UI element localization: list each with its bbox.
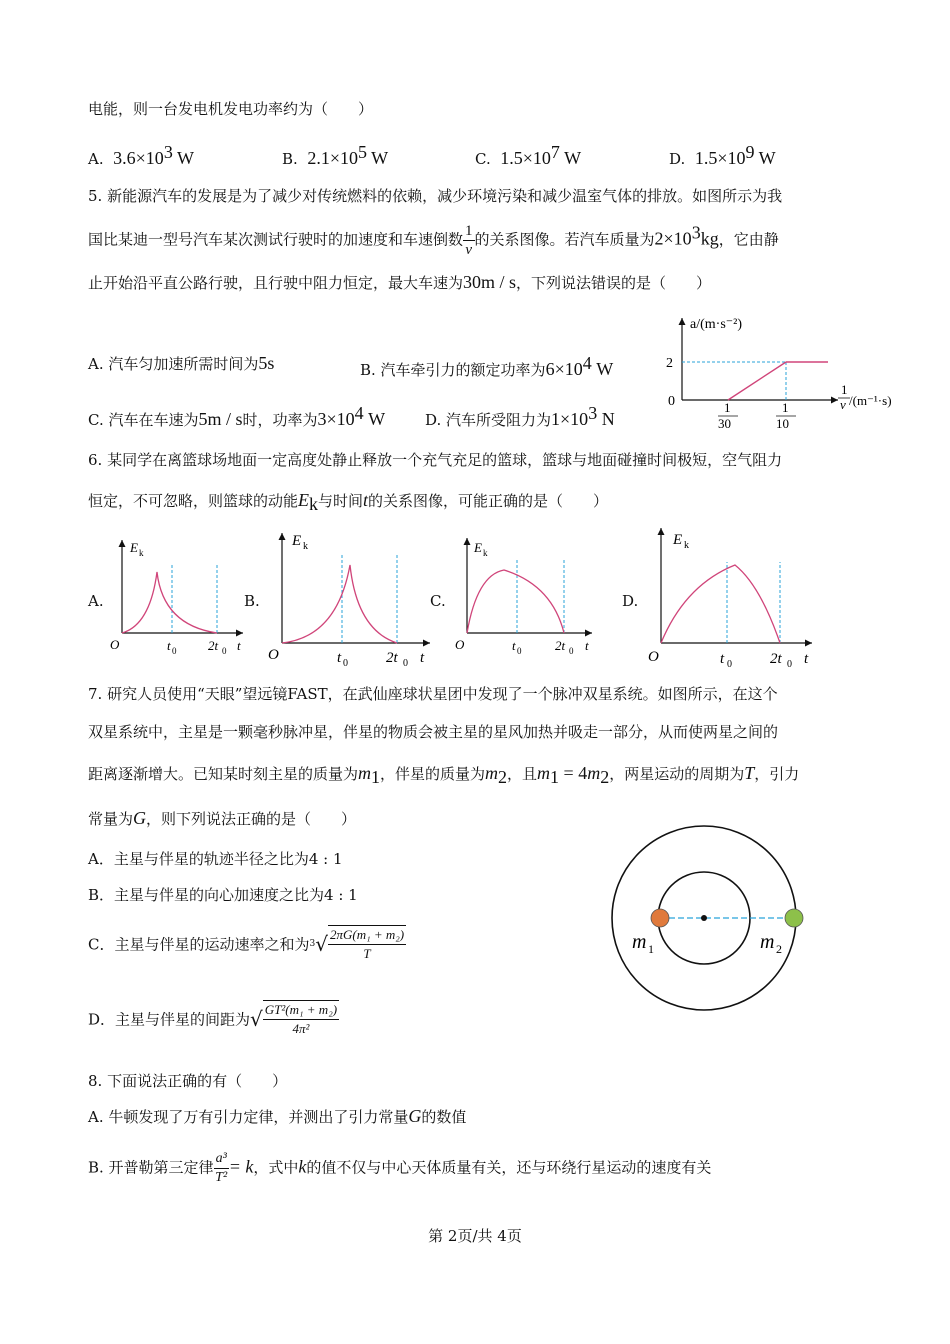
q7-option-d: D．主星与伴星的间距为√ $\frac{\text{GT²(m₁ + m₂)}}{\text{4π²}}$ — [88, 1002, 338, 1036]
svg-text:2t: 2t — [555, 638, 566, 653]
x-label-unit: /(m⁻¹·s) — [849, 393, 892, 408]
x-tick2-den: 10 — [776, 416, 789, 431]
q6-graph-a — [105, 530, 255, 660]
q7-line-2: 双星系统中，主星是一颗毫秒脉冲星，伴星的物质会被主星的星风加热并吸走一部分，从而使两星之间的 — [88, 723, 779, 741]
y-axis-label: a/(m·s⁻²) — [690, 317, 743, 332]
graph-c-curve — [467, 570, 564, 633]
svg-text:O: O — [455, 637, 465, 652]
svg-text:0: 0 — [727, 659, 732, 670]
svg-text:0: 0 — [403, 658, 408, 669]
q7-line-4: 常量为G，则下列说法正确的是（ ） — [88, 808, 357, 828]
origin-label: 0 — [668, 394, 675, 409]
x-label-den: v — [840, 397, 846, 412]
q4-option-d: D. $1.5\times 10^9$ W — [669, 142, 776, 168]
svg-text:k: k — [483, 548, 488, 558]
y-tick-2: 2 — [666, 356, 673, 371]
x-tick2-num: 1 — [782, 400, 789, 415]
binary-star-diagram — [605, 820, 805, 1020]
svg-text:E: E — [673, 532, 683, 548]
svg-text:0: 0 — [517, 646, 522, 656]
center-dot — [701, 915, 707, 921]
svg-text:t: t — [512, 638, 516, 653]
svg-text:2t: 2t — [386, 650, 398, 666]
x-tick1-num: 1 — [724, 400, 731, 415]
svg-text:2t: 2t — [208, 638, 219, 653]
q5-option-d: D. 汽车所受阻力为$1\times 10^3$ N — [425, 403, 615, 429]
q6-line-2: 恒定，不可忽略，则篮球的动能$E_k$与时间t的关系图像，可能正确的是（ ） — [88, 490, 609, 514]
q5-line-1: 5. 新能源汽车的发展是为了减少对传统燃料的依赖，减少环境污染和减少温室气体的排放。如图所示为我 — [88, 187, 783, 205]
q7-option-c: C．主星与伴星的运动速率之和为3√ $\frac{\text{2πG(m₁ + m₂)}}{T}$ — [88, 927, 405, 961]
q7-line-3: 距离逐渐增大。已知某时刻主星的质量为$m_1$，伴星的质量为$m_2$，且$m_1 = 4m_2$，两星运动的周期为T，引力 — [88, 763, 800, 787]
q6-graph-d-letter: D. — [622, 592, 639, 610]
svg-text:O: O — [648, 649, 659, 665]
q7-option-b: B．主星与伴星的向心加速度之比为4 : 1 — [88, 886, 358, 904]
q5-line-2: 国比某迪一型号汽车某次测试行驶时的加速度和车速倒数 $\frac{1}{v}$ 的关系图像。若汽车质量为$2\times 10^3kg$，它由静 — [88, 222, 779, 258]
q6-graph-a-letter: A. — [88, 592, 104, 610]
svg-text:2: 2 — [776, 942, 782, 956]
svg-text:t: t — [237, 638, 241, 653]
q6-graph-c — [452, 530, 602, 660]
svg-text:k: k — [303, 541, 308, 552]
svg-text:t: t — [804, 651, 809, 667]
svg-text:m: m — [760, 931, 775, 953]
q5-option-b: B. 汽车牵引力的额定功率为$6\times 10^4$ W — [360, 353, 614, 379]
x-label-num: 1 — [841, 382, 848, 397]
svg-text:0: 0 — [343, 658, 348, 669]
svg-text:t: t — [585, 638, 589, 653]
q7-option-a: A．主星与伴星的轨迹半径之比为4 : 1 — [88, 850, 343, 868]
x-tick1-den: 30 — [718, 416, 731, 431]
q6-graph-c-letter: C. — [430, 592, 446, 610]
planet-m1 — [651, 909, 669, 927]
svg-text:t: t — [720, 651, 725, 667]
q4-option-c: C. $1.5\times 10^7$ W — [475, 142, 582, 168]
svg-text:t: t — [337, 650, 342, 666]
svg-text:1: 1 — [648, 942, 654, 956]
q4-option-b: B. $2.1\times 10^5$ W — [282, 142, 389, 168]
svg-text:0: 0 — [222, 646, 227, 656]
svg-text:O: O — [110, 637, 120, 652]
svg-text:0: 0 — [787, 659, 792, 670]
q6-graph-d — [640, 520, 820, 670]
graph-a-curve — [122, 572, 217, 633]
q6-line-1: 6. 某同学在离篮球场地面一定高度处静止释放一个充气充足的篮球，篮球与地面碰撞时间极短，空气阻力 — [88, 451, 783, 469]
q5-fraction: $\frac{1}{v}$ — [465, 223, 473, 258]
svg-text:E: E — [474, 540, 482, 555]
svg-text:2t: 2t — [770, 651, 782, 667]
graph-d-curve — [661, 565, 780, 643]
svg-text:k: k — [684, 540, 689, 551]
planet-m2 — [785, 909, 803, 927]
q6-graph-b — [262, 525, 437, 670]
q8-option-b: B. 开普勒第三定律 $\frac{\text{a³}}{\text{T²}}$ = k，式中k的值不仅与中心天体质量有关，还与环绕行星运动的速度有关 — [88, 1151, 712, 1185]
svg-text:m: m — [632, 931, 647, 953]
svg-text:k: k — [139, 548, 144, 558]
svg-text:t: t — [420, 650, 425, 666]
svg-text:E: E — [292, 533, 302, 549]
page-footer: 第 2页/共 4页 — [428, 1227, 522, 1245]
q4-option-a: A. $3.6\times 10^3$ W — [88, 142, 194, 168]
q4-tail: 电能，则一台发电机发电功率约为（ ） — [88, 100, 374, 118]
svg-text:E: E — [130, 540, 138, 555]
svg-text:O: O — [268, 647, 279, 663]
q8-option-a: A. 牛顿发现了万有引力定律，并测出了引力常量G的数值 — [88, 1106, 467, 1126]
q8-line-1: 8. 下面说法正确的有（ ） — [88, 1072, 288, 1090]
graph-b-curve — [282, 565, 397, 643]
svg-text:0: 0 — [172, 646, 177, 656]
q7-line-1: 7. 研究人员使用“天眼”望远镜FAST，在武仙座球状星团中发现了一个脉冲双星系统。如图所示，在这个 — [88, 685, 778, 703]
q6-graph-b-letter: B. — [244, 592, 260, 610]
q5-acceleration-graph — [660, 310, 910, 435]
q5-option-a: A. 汽车匀加速所需时间为5s — [88, 353, 275, 373]
q5-option-c: C. 汽车在车速为5m / s时，功率为$3\times 10^4$ W — [88, 403, 386, 429]
svg-text:t: t — [167, 638, 171, 653]
svg-text:0: 0 — [569, 646, 574, 656]
q5-line-3: 止开始沿平直公路行驶，且行驶中阻力恒定，最大车速为30m / s，下列说法错误的是（ ） — [88, 272, 712, 292]
graph-rising-line — [728, 362, 786, 400]
